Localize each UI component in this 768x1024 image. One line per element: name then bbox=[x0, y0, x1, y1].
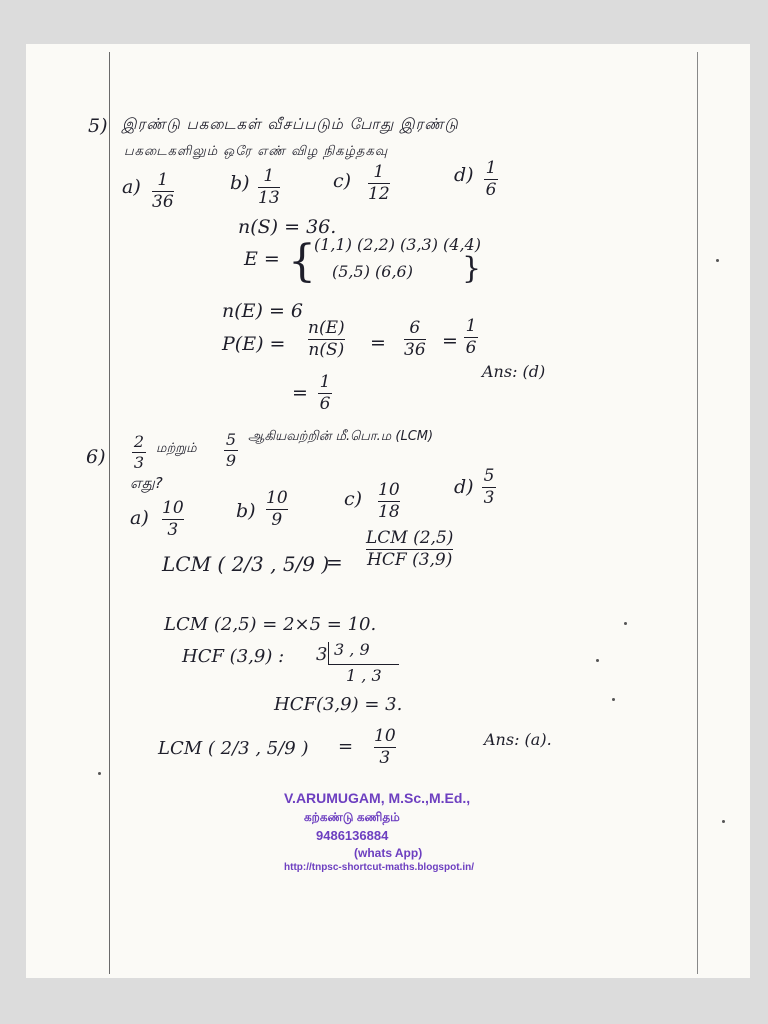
q6-option-b-label: b) bbox=[236, 500, 256, 522]
equals-sign: = bbox=[338, 736, 354, 757]
q5-option-d-fraction bbox=[484, 160, 498, 199]
q6-option-c-fraction bbox=[378, 482, 400, 521]
q5-option-c-num: 1 bbox=[373, 162, 385, 182]
q5-option-c-label: c) bbox=[333, 170, 352, 192]
stamp-phone: 9486136884 bbox=[316, 828, 389, 843]
q6-option-d-fraction bbox=[482, 468, 496, 507]
stamp-url: http://tnpsc-shortcut-maths.blogspot.in/ bbox=[284, 862, 474, 873]
scan-speck bbox=[596, 659, 599, 662]
right-brace: } bbox=[462, 251, 482, 286]
q6-division-bottom: 1 , 3 bbox=[346, 666, 382, 685]
scan-speck bbox=[98, 772, 101, 775]
q6-hcf-result: HCF(3,9) = 3. bbox=[274, 694, 403, 715]
q5-option-a-label: a) bbox=[122, 176, 141, 198]
q6-option-a-den: 3 bbox=[167, 520, 179, 540]
q5-final-fraction bbox=[318, 374, 332, 413]
q6-and-text: மற்றும் bbox=[156, 441, 197, 456]
q6-fraction-1-den: 3 bbox=[133, 453, 145, 472]
q6-fraction-2 bbox=[224, 432, 238, 469]
q6-final-den: 3 bbox=[379, 748, 391, 768]
scan-speck bbox=[716, 259, 719, 262]
q6-option-a-fraction bbox=[162, 500, 184, 539]
q6-hcf-label: HCF (3,9) : bbox=[182, 646, 285, 667]
q5-probability-lhs: P(E) = bbox=[222, 333, 286, 355]
q6-option-c-num: 10 bbox=[378, 480, 400, 500]
q6-fraction-1 bbox=[132, 434, 146, 471]
q6-fraction-2-num: 5 bbox=[225, 430, 237, 449]
q5-event-row2: (5,5) (6,6) bbox=[332, 262, 413, 281]
scan-speck bbox=[612, 698, 615, 701]
q6-final-lhs: LCM ( 2/3 , 5/9 ) bbox=[158, 738, 309, 759]
q5-sample-space-count: n(S) = 36. bbox=[238, 216, 337, 238]
q5-probability-value bbox=[404, 320, 426, 359]
q6-option-b-num: 10 bbox=[266, 488, 288, 508]
q5-probability-value-num: 6 bbox=[409, 318, 421, 338]
equals-sign: = bbox=[370, 332, 386, 354]
q6-option-d-den: 3 bbox=[483, 488, 495, 508]
q5-option-b-fraction bbox=[258, 168, 280, 207]
q6-formula-lhs: LCM ( 2/3 , 5/9 ) bbox=[162, 552, 330, 576]
q5-probability-num: n(E) bbox=[308, 318, 345, 338]
q5-probability-fraction bbox=[308, 320, 345, 359]
q6-lcm-line: LCM (2,5) = 2×5 = 10. bbox=[164, 614, 377, 635]
q5-option-c-fraction bbox=[368, 164, 390, 203]
q6-option-a-num: 10 bbox=[162, 498, 184, 518]
q6-formula-num: LCM (2,5) bbox=[366, 528, 454, 548]
q5-final-num: 1 bbox=[319, 372, 331, 392]
equals-sign: = bbox=[442, 330, 458, 352]
q5-option-a-num: 1 bbox=[157, 170, 169, 190]
q6-option-b-fraction bbox=[266, 490, 288, 529]
answer-sheet bbox=[26, 44, 750, 978]
q5-option-b-num: 1 bbox=[263, 166, 275, 186]
q6-question-line2: எது? bbox=[130, 474, 163, 492]
q5-question-line2: பகடைகளிலும் ஒரே எண் விழ நிகழ்தகவு bbox=[124, 144, 389, 159]
q5-option-c-den: 12 bbox=[368, 184, 390, 204]
q5-probability-simplified-den: 6 bbox=[465, 338, 477, 358]
q6-fraction-1-num: 2 bbox=[133, 432, 145, 451]
left-brace: { bbox=[288, 236, 316, 287]
q6-option-d-label: d) bbox=[454, 476, 474, 498]
stamp-whatsapp: (whats App) bbox=[354, 846, 423, 860]
q6-option-a-label: a) bbox=[130, 507, 149, 529]
q5-option-d-num: 1 bbox=[485, 158, 497, 178]
stamp-name: V.ARUMUGAM, M.Sc.,M.Ed., bbox=[284, 790, 471, 806]
q6-fraction-2-den: 9 bbox=[225, 451, 237, 470]
q5-option-b-label: b) bbox=[230, 172, 250, 194]
q5-option-a-den: 36 bbox=[152, 192, 174, 212]
q5-option-b-den: 13 bbox=[258, 188, 280, 208]
scan-speck bbox=[624, 622, 627, 625]
equals-sign: = bbox=[326, 550, 343, 574]
q5-event-count: n(E) = 6 bbox=[222, 300, 304, 322]
q6-final-fraction bbox=[374, 728, 396, 767]
q5-event-row1: (1,1) (2,2) (3,3) (4,4) bbox=[314, 235, 481, 254]
q5-event-label: E = bbox=[244, 248, 280, 270]
right-margin-line bbox=[697, 52, 698, 974]
q5-option-d-label: d) bbox=[454, 164, 474, 186]
q6-formula-den: HCF (3,9) bbox=[367, 550, 453, 570]
q5-question-line1: இரண்டு பகடைகள் வீசப்படும் போது இரண்டு bbox=[122, 115, 459, 133]
q5-probability-simplified-num: 1 bbox=[465, 316, 477, 336]
q6-formula-fraction bbox=[366, 530, 453, 569]
q6-option-b-den: 9 bbox=[271, 510, 283, 530]
left-margin-line bbox=[109, 52, 110, 974]
q6-option-c-label: c) bbox=[344, 488, 363, 510]
q6-division-divisor: 3 bbox=[316, 644, 328, 665]
q5-probability-den: n(S) bbox=[308, 340, 345, 360]
q5-probability-simplified bbox=[464, 318, 478, 357]
q5-option-d-den: 6 bbox=[485, 180, 497, 200]
stamp-tamil-title: கற்கண்டு கணிதம் bbox=[304, 810, 400, 824]
q5-probability-value-den: 36 bbox=[404, 340, 426, 360]
q6-option-c-den: 18 bbox=[378, 502, 400, 522]
q6-number: 6) bbox=[86, 446, 106, 468]
q5-option-a-fraction bbox=[152, 172, 174, 211]
q6-division-top: 3 , 9 bbox=[334, 640, 370, 659]
q6-option-d-num: 5 bbox=[483, 466, 495, 486]
equals-sign: = bbox=[292, 382, 308, 404]
scan-speck bbox=[722, 820, 725, 823]
q6-final-num: 10 bbox=[374, 726, 396, 746]
q5-answer: Ans: (d) bbox=[482, 362, 546, 381]
q6-answer: Ans: (a). bbox=[484, 730, 552, 749]
q5-final-den: 6 bbox=[319, 394, 331, 414]
q6-question-line1-tail: ஆகியவற்றின் மீ.பொ.ம (LCM) bbox=[248, 429, 434, 444]
q5-number: 5) bbox=[88, 115, 108, 137]
